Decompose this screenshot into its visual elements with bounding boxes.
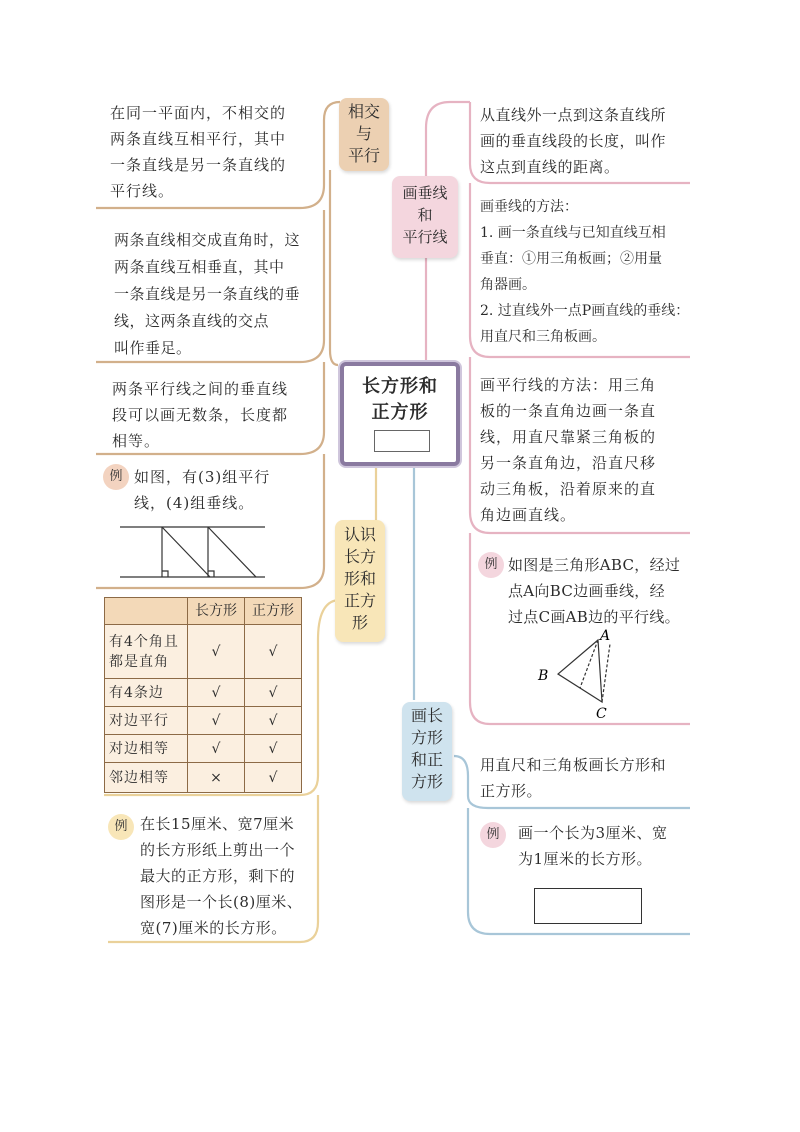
parallel-method	[480, 372, 700, 528]
example-4-answer-rectangle	[534, 888, 642, 924]
triangle-abc	[558, 640, 602, 702]
perpendicular-method-line-2: 1. 画一条直线与已知直线互相	[480, 225, 666, 241]
table-cell-rectangle: ×	[188, 763, 245, 793]
table-cell-rectangle: √	[188, 679, 245, 707]
example-2-line-3: 最大的正方形，剩下的	[140, 867, 296, 885]
parallel-method-line-4: 另一条直角边，沿直尺移	[480, 454, 657, 472]
center-node	[340, 362, 460, 466]
perpendicular-method-line-5: 2. 过直线外一点P画直线的垂线：	[480, 303, 690, 319]
table-cell-square: √	[245, 625, 302, 679]
example-2-line-2: 的长方形纸上剪出一个	[140, 841, 296, 859]
table-row-label: 有4条边	[105, 679, 188, 707]
table-cell-square: √	[245, 735, 302, 763]
table-cell-rectangle: √	[188, 625, 245, 679]
branch-recognize-line-1: 认识	[343, 525, 376, 544]
example-1-line-1: 如图，有(3)组平行	[134, 468, 271, 486]
distance-definition-line-1: 从直线外一点到这条直线所	[480, 106, 667, 124]
parallel-definition-line-3: 一条直线是另一条直线的	[110, 156, 287, 174]
example-2-text	[140, 811, 322, 941]
example-1-badge: 例	[103, 464, 129, 490]
parallel-method-line-2: 板的一条直角边画一条直	[480, 402, 657, 420]
table-row-label: 邻边相等	[105, 763, 188, 793]
perpendicular-definition-line-1: 两条直线相交成直角时，这	[114, 231, 301, 249]
rectangle-tools-line-2: 正方形。	[480, 782, 543, 800]
perpendicular-segments-note	[112, 376, 322, 454]
branch-draw-rect-line-2: 方形	[410, 728, 443, 747]
figure-slant-1	[162, 527, 210, 577]
example-3-line-3: 过点C画AB边的平行线。	[508, 608, 680, 626]
center-blank-box	[374, 430, 430, 452]
rectangle-tools-note	[480, 752, 700, 804]
table-cell-rectangle: √	[188, 735, 245, 763]
distance-definition-line-3: 这点到直线的距离。	[480, 158, 620, 176]
example-1-text	[134, 464, 324, 516]
branch-draw-rect-line-1: 画长	[410, 706, 443, 725]
example-2-line-5: 宽(7)厘米的长方形。	[140, 919, 287, 937]
connector-branch-intersect	[330, 170, 338, 365]
parallel-definition-line-2: 两条直线互相平行，其中	[110, 130, 287, 148]
perpendicular-method-line-6: 用直尺和三角板画。	[480, 329, 606, 345]
perpendicular-segments-line-3: 相等。	[112, 432, 161, 450]
example-1-figure	[120, 522, 270, 582]
triangle-label-c: C	[596, 706, 607, 720]
table-header-empty	[105, 598, 188, 625]
perpendicular-definition-line-2: 两条直线互相垂直，其中	[114, 258, 285, 276]
perpendicular-method-line-3: 垂直：①用三角板画；②用量	[480, 251, 662, 267]
center-title-line-2: 正方形	[371, 402, 429, 423]
perpendicular-method	[480, 194, 700, 350]
example-2-badge: 例	[108, 814, 134, 840]
perpendicular-definition	[114, 227, 322, 362]
perpendicular-definition-line-3: 一条直线是另一条直线的垂	[114, 285, 301, 303]
table-cell-square: √	[245, 763, 302, 793]
branch-intersect-line-3: 平行	[347, 146, 380, 165]
table-row-label: 对边相等	[105, 735, 188, 763]
example-2-line-1: 在长15厘米、宽7厘米	[140, 815, 295, 833]
triangle-figure	[530, 626, 640, 720]
branch-intersect-parallel	[339, 98, 389, 171]
table-cell-square: √	[245, 707, 302, 735]
table-header-rectangle: 长方形	[188, 598, 245, 625]
triangle-label-a: A	[600, 628, 611, 644]
parallel-method-line-1: 画平行线的方法：用三角	[480, 376, 657, 394]
table-cell-rectangle: √	[188, 707, 245, 735]
triangle-parallel	[602, 644, 610, 702]
branch-intersect-line-1: 相交	[347, 102, 380, 121]
branch-draw-lines-line-1: 画垂线	[402, 184, 448, 202]
example-3-line-2: 点A向BC边画垂线，经	[508, 582, 665, 600]
example-3-line-1: 如图是三角形ABC，经过	[508, 556, 681, 574]
table-cell-square: √	[245, 679, 302, 707]
figure-slant-2	[208, 527, 256, 577]
parallel-definition-line-4: 平行线。	[110, 182, 175, 200]
figure-right-angle-1	[162, 571, 168, 577]
example-4-badge: 例	[480, 822, 506, 848]
parallel-method-line-5: 动三角板，沿着原来的直	[480, 480, 657, 498]
triangle-label-b: B	[538, 668, 549, 684]
branch-recognize-line-3: 形和	[343, 569, 376, 588]
example-4-line-1: 画一个长为3厘米、宽	[518, 824, 668, 842]
branch-draw-lines-line-2: 和	[417, 206, 433, 224]
perpendicular-definition-line-4: 线，这两条直线的交点	[114, 312, 270, 330]
parallel-method-line-6: 角边画直线。	[480, 506, 577, 524]
branch-draw-lines	[392, 176, 458, 258]
distance-definition-line-2: 画的垂直线段的长度，叫作	[480, 132, 667, 150]
comparison-table	[104, 597, 302, 793]
example-1-line-2: 线，(4)组垂线。	[134, 494, 255, 512]
branch-recognize-line-5: 形	[351, 613, 368, 632]
parallel-definition	[110, 100, 320, 204]
parallel-method-line-3: 线，用直尺靠紧三角板的	[480, 428, 657, 446]
branch-draw-lines-line-3: 平行线	[402, 228, 448, 246]
perpendicular-definition-line-5: 叫作垂足。	[114, 339, 192, 357]
table-row-label: 有4个角且 都是直角	[105, 625, 188, 679]
branch-intersect-line-2: 与	[355, 124, 372, 143]
example-3-text	[508, 552, 698, 630]
perpendicular-segments-line-2: 段可以画无数条，长度都	[112, 406, 289, 424]
example-3-badge: 例	[478, 552, 504, 578]
table-header-square: 正方形	[245, 598, 302, 625]
branch-recognize-line-4: 正方	[343, 591, 376, 610]
branch-draw-rect	[402, 702, 452, 801]
example-4-text	[518, 820, 698, 872]
table-row-label: 对边平行	[105, 707, 188, 735]
perpendicular-segments-line-1: 两条平行线之间的垂直线	[112, 380, 289, 398]
parallel-definition-line-1: 在同一平面内，不相交的	[110, 104, 287, 122]
rectangle-tools-line-1: 用直尺和三角板画长方形和	[480, 756, 667, 774]
branch-draw-rect-line-4: 方形	[410, 772, 443, 791]
branch-draw-rect-line-3: 和正	[410, 750, 443, 769]
center-title	[344, 374, 456, 426]
perpendicular-method-line-1: 画垂线的方法：	[480, 199, 578, 215]
center-title-line-1: 长方形和	[362, 376, 438, 397]
example-4-line-2: 为1厘米的长方形。	[518, 850, 653, 868]
branch-recognize-line-2: 长方	[343, 547, 376, 566]
perpendicular-method-line-4: 角器画。	[480, 277, 536, 293]
distance-definition	[480, 102, 700, 180]
branch-recognize	[335, 520, 385, 642]
example-2-line-4: 图形是一个长(8)厘米、	[140, 893, 303, 911]
